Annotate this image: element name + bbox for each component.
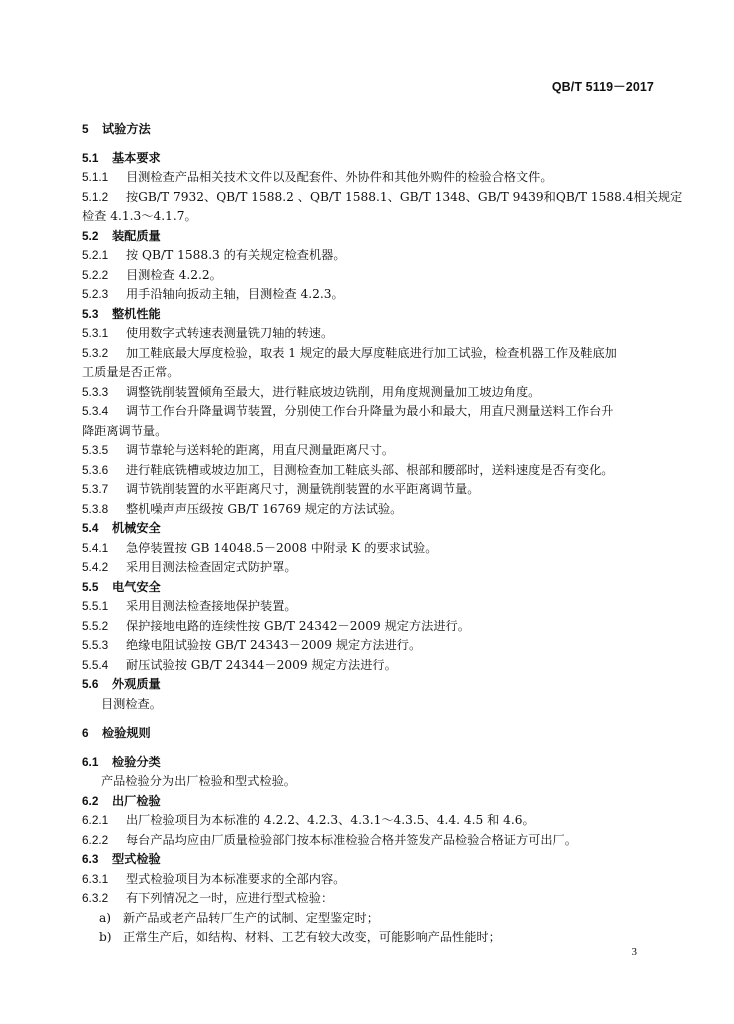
clause-5-2-2: 5.2.2 目测检查 4.2.2。 xyxy=(82,267,222,282)
clause-5-1-1: 5.1.1 目测检查产品相关技术文件以及配套件、外协件和其他外购件的检验合格文件。 xyxy=(82,170,553,184)
clause-5-3-4-cont: 降距离调节量。 xyxy=(82,423,168,438)
clause-5-2-1: 5.2.1 按 QB/T 1588.3 的有关规定检查机器。 xyxy=(82,248,346,262)
document-code: QB/T 5119－2017 xyxy=(551,80,654,94)
clause-5-3-4: 5.3.4 调节工作台升降量调节装置，分别使工作台升降量为最小和最大，用直尺测量送料工作台升 xyxy=(82,404,614,418)
list-item-a: a) 新产品或老产品转厂生产的试制、定型鉴定时； xyxy=(99,910,379,925)
page-number: 3 xyxy=(631,946,637,958)
section-6-3-heading: 6.3 型式检验 xyxy=(82,852,161,866)
clause-5-6-text: 目测检查。 xyxy=(101,696,162,711)
clause-5-3-5: 5.3.5 调节靠轮与送料轮的距离，用直尺测量距离尺寸。 xyxy=(82,443,395,457)
clause-5-3-1: 5.3.1 使用数字式转速表测量铣刀轴的转速。 xyxy=(82,326,334,340)
clause-6-3-2: 6.3.2 有下列情况之一时，应进行型式检验： xyxy=(82,891,334,905)
section-6-1-heading: 6.1 检验分类 xyxy=(82,754,161,769)
clause-5-3-3: 5.3.3 调整铣削装置倾角至最大，进行鞋底坡边铣削，用角度规测量加工坡边角度。 xyxy=(82,384,541,399)
clause-5-3-8: 5.3.8 整机噪声声压级按 GB/T 16769 规定的方法试验。 xyxy=(82,501,403,516)
clause-5-5-3: 5.5.3 绝缘电阻试验按 GB/T 24343－2009 规定方法进行。 xyxy=(82,638,422,652)
clause-5-5-1: 5.5.1 采用目测法检查接地保护装置。 xyxy=(82,599,297,613)
section-5-2-heading: 5.2 装配质量 xyxy=(82,228,161,243)
section-5-6-heading: 5.6 外观质量 xyxy=(82,677,161,691)
document-body xyxy=(82,116,683,948)
section-6-2-heading: 6.2 出厂检验 xyxy=(82,793,161,808)
clause-6-1-text: 产品检验分为出厂检验和型式检验。 xyxy=(101,774,296,788)
clause-5-3-6: 5.3.6 进行鞋底铣槽或坡边加工，目测检查加工鞋底头部、根部和腰部时，送料速度是否有变化。 xyxy=(82,462,614,477)
clause-5-4-1: 5.4.1 急停装置按 GB 14048.5－2008 中附录 K 的要求试验。 xyxy=(82,540,438,555)
clause-5-1-2: 5.1.2 按GB/T 7932、QB/T 1588.2 、QB/T 1588.1、GB/T 1348、GB/T 9439和QB/T 1588.4相关规定 xyxy=(82,189,683,204)
section-5-3-heading: 5.3 整机性能 xyxy=(82,306,161,321)
clause-5-3-7: 5.3.7 调节铣削装置的水平距离尺寸，测量铣削装置的水平距离调节量。 xyxy=(82,482,480,496)
clause-6-3-1: 6.3.1 型式检验项目为本标准要求的全部内容。 xyxy=(82,871,346,886)
clause-5-2-3: 5.2.3 用手沿轴向扳动主轴，目测检查 4.2.3。 xyxy=(82,287,344,301)
chapter-5-heading: 5 试验方法 xyxy=(82,122,151,136)
clause-5-1-2-cont: 检查 4.1.3～4.1.7。 xyxy=(82,209,197,223)
clause-5-5-4: 5.5.4 耐压试验按 GB/T 24344－2009 规定方法进行。 xyxy=(82,657,397,672)
clause-5-3-2-cont: 工质量是否正常。 xyxy=(82,365,180,379)
section-5-5-heading: 5.5 电气安全 xyxy=(82,579,161,594)
section-5-4-heading: 5.4 机械安全 xyxy=(82,521,161,535)
clause-6-2-1: 6.2.1 出厂检验项目为本标准的 4.2.2、4.2.3、4.3.1～4.3.5、4.4. 4.5 和 4.6。 xyxy=(82,813,535,827)
chapter-6-heading: 6 检验规则 xyxy=(82,726,151,740)
list-item-b: b) 正常生产后，如结构、材料、工艺有较大改变，可能影响产品性能时； xyxy=(99,930,501,944)
section-5-1-heading: 5.1 基本要求 xyxy=(82,150,161,165)
clause-5-4-2: 5.4.2 采用目测法检查固定式防护罩。 xyxy=(82,560,297,574)
clause-5-5-2: 5.5.2 保护接地电路的连续性按 GB/T 24342－2009 规定方法进行。 xyxy=(82,618,470,633)
clause-5-3-2: 5.3.2 加工鞋底最大厚度检验，取表 1 规定的最大厚度鞋底进行加工试验，检查机器工作及鞋底加 xyxy=(82,345,617,360)
clause-6-2-2: 6.2.2 每台产品均应由厂质量检验部门按本标准检验合格并签发产品检验合格证方可出厂。 xyxy=(82,832,577,847)
